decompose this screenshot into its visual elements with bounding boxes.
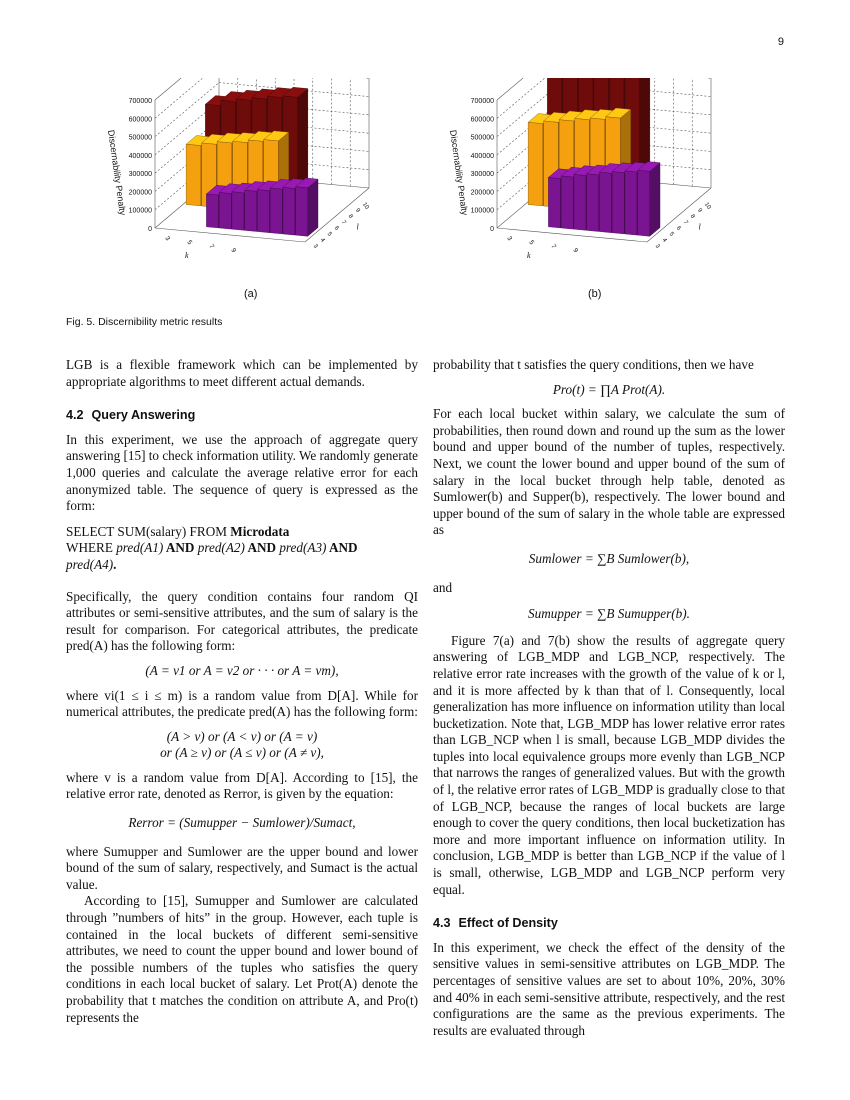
z-tick-label: 6 [332, 225, 340, 232]
sql-predicate: pred(A3) [279, 540, 327, 556]
bar [528, 122, 543, 206]
bar [599, 172, 611, 233]
bar-series-front [206, 178, 318, 236]
z-tick-label: 9 [695, 207, 703, 214]
paragraph: Figure 7(a) and 7(b) show the results of aggregate query answering of LGB_MDP and LGB_NCP, respectively. The relative error rate increases with the growth of the value of k or l, and it is more affected by k than that of l. Consequently, local generalization has more influence on information utility than local bucketization. Note that, LGB_MDP has lower relative error rates than LGB_NCP when l is small, because LGB_MDP divides the tuples into local equivalence groups more evenly than LGB_NCP that narrows the ranges of generalized values. But with the growth of l, the relative error rates of LGB_MDP is gradually close to that of LGB_NCP, because the ranges of local buckets are large enough to cover the query conditions, then local bucketization has more and more important influence on information utility. In conclusion, LGB_MDP is better than LGB_NCP if the value of l is small, otherwise, LGB_MDP and LGB_NCP perform very equal. [433, 632, 785, 897]
z-tick-label: 7 [339, 219, 347, 226]
left-column [66, 357, 418, 1026]
paragraph: where v is a random value from D[A]. According to [15], the relative error rate, denoted as Rerror, is given by the equation: [66, 769, 418, 802]
intro-paragraph: LGB is a flexible framework which can be implemented by appropriate algorithms to meet different actual demands. [66, 357, 418, 389]
x-tick-label: 9 [571, 247, 580, 255]
sql-and: AND [163, 540, 198, 556]
y-tick-label: 200000 [470, 189, 494, 197]
bar [206, 194, 218, 228]
z-tick-label: 8 [346, 213, 354, 220]
sql-predicate: pred(A4) [66, 556, 114, 572]
y-axis-label: Discernability Penalty [448, 129, 470, 216]
section-number: 4.3 [433, 916, 451, 931]
equation: Pro(t) = ∏A Prot(A). [552, 381, 666, 397]
x-tick-label: 7 [207, 243, 216, 251]
bar-side [308, 179, 318, 236]
y-tick-label: 600000 [470, 116, 494, 124]
equation: Sumupper = ∑B Sumupper(b). [528, 606, 690, 622]
z-tick-label: 10 [702, 201, 712, 211]
x-axis-label: k [527, 251, 531, 260]
sql-end: . [113, 556, 117, 572]
bar [219, 192, 231, 229]
chart-a [100, 78, 400, 288]
bar [561, 176, 573, 229]
section-heading-4-3 [433, 915, 785, 932]
z-tick-label: 5 [667, 231, 675, 238]
bar [232, 192, 244, 231]
y-tick-label: 200000 [128, 189, 152, 197]
x-tick-label: 7 [549, 243, 558, 251]
y-tick-label: 400000 [470, 152, 494, 160]
z-tick-label: 8 [688, 213, 696, 220]
y-tick-label: 300000 [470, 171, 494, 179]
bar [270, 188, 282, 234]
x-tick-label: 5 [185, 239, 194, 247]
subfigure-label-a: (a) [244, 288, 258, 300]
paragraph: where vi(1 ≤ i ≤ m) is a random value from D[A]. While for numerical attributes, the predicate pred(A) has the following form: [66, 687, 418, 720]
equation: Rerror = (Sumupper − Sumlower)/Sumact, [128, 815, 356, 831]
y-tick-label: 300000 [128, 171, 152, 179]
paragraph: Specifically, the query condition contains four random QI attributes or semi-sensitive attributes, and the sum of salary is the result for comparison. For categorical attributes, the predicate pred(A) has the following form: [66, 588, 418, 654]
y-tick-label: 700000 [470, 98, 494, 105]
sql-query [66, 524, 418, 574]
bar-series-front [548, 162, 660, 237]
y-tick-label: 100000 [128, 207, 152, 215]
section-number: 4.2 [66, 408, 84, 423]
bar [587, 174, 599, 232]
sql-and: AND [244, 540, 280, 556]
sql-table: Microdata [230, 523, 290, 539]
x-tick-label: 3 [505, 235, 514, 243]
section-title: Effect of Density [458, 916, 558, 931]
equation: or (A ≥ v) or (A ≤ v) or (A ≠ v), [160, 745, 324, 761]
sql-predicate: pred(A2) [197, 540, 245, 556]
bar [186, 144, 201, 206]
paragraph: and [433, 579, 453, 595]
paragraph: According to [15], Sumupper and Sumlower are calculated through ”numbers of hits” in the group. However, each tuple is contained in the local buckets of different semi-sensitive attributes, we need to count the upper bound and lower bound of the possible numbers of the tuples who satisfies the query conditions in each local bucket of salary. Let Prot(A) denote the probability that t matches the condition on attribute A, and Pro(t) represents the [66, 893, 418, 1025]
sql-predicate: pred(A1) [116, 540, 164, 556]
x-tick-label: 3 [163, 235, 172, 243]
z-tick-label: 6 [674, 225, 682, 232]
y-tick-label: 0 [490, 226, 494, 233]
bar [296, 187, 308, 237]
paragraph: In this experiment, we check the effect of the density of the sensitive values in semi-sensitive attributes on LGB_MDP. The percentages of sensitive values are set to about 10%, 20%, 30% and 40% in each semi-sensitive attribute, respectively, and the rest configurations are the same as the previous experiments. The results are evaluated through [433, 939, 785, 1038]
paragraph: probability that t satisfies the query conditions, then we have [433, 357, 754, 372]
chart-b [442, 78, 742, 288]
z-axis-label: l [356, 222, 359, 232]
paragraph: In this experiment, we use the approach of aggregate query answering [15] to check information utility. We randomly generate 1,000 queries and calculate the average relative error for each anonymized table. The sequence of query is expressed as the form: [66, 431, 418, 514]
section-title: Query Answering [91, 408, 196, 423]
equation: (A = v1 or A = v2 or · · · or A = vm), [145, 662, 339, 678]
subfigure-label-b: (b) [588, 288, 602, 300]
paragraph: where Sumupper and Sumlower are the upper bound and lower bound of the sum of salary, respectively, and Sumact is the actual value. [66, 843, 418, 892]
bar [548, 177, 560, 228]
z-tick-label: 9 [353, 207, 361, 214]
bar-side [650, 163, 660, 237]
y-tick-label: 600000 [128, 116, 152, 124]
z-tick-label: 3 [653, 243, 661, 250]
z-tick-label: 4 [660, 237, 668, 244]
bar [574, 174, 586, 230]
y-tick-label: 700000 [128, 98, 152, 105]
y-tick-label: 500000 [470, 134, 494, 142]
z-axis-label: l [698, 222, 701, 232]
bar [625, 171, 637, 235]
section-heading-4-2 [66, 407, 418, 424]
z-tick-label: 5 [325, 231, 333, 238]
y-axis-label: Discernability Penalty [106, 129, 128, 216]
sql-text: SELECT SUM(salary) FROM [66, 523, 231, 539]
x-tick-label: 5 [527, 239, 536, 247]
x-tick-label: 9 [229, 247, 238, 255]
z-tick-label: 7 [681, 219, 689, 226]
bar [612, 171, 624, 233]
sql-and: AND [326, 540, 358, 556]
equation: Sumlower = ∑B Sumlower(b), [528, 550, 690, 566]
bar [257, 190, 269, 233]
z-tick-label: 3 [311, 243, 319, 250]
sql-text: WHERE [66, 540, 117, 556]
figure-caption: Fig. 5. Discernibility metric results [66, 316, 223, 328]
y-tick-label: 400000 [128, 152, 152, 160]
x-axis-label: k [185, 251, 189, 260]
right-column [433, 357, 785, 1039]
paragraph: For each local bucket within salary, we calculate the sum of probabilities, then round down and round up the sum as the lower bound and upper bound of the number of tuples, respectively. Next, we count the lower bound and upper bound of the sum of salary in the local bucket through help table, denoted as Sumlower(b) and Supper(b), respectively. The lower bound and upper bound of the sum of salary in the whole table are expressed as [433, 406, 785, 538]
z-tick-label: 4 [318, 237, 326, 244]
page-number: 9 [777, 36, 784, 48]
y-tick-label: 100000 [470, 207, 494, 215]
y-tick-label: 0 [148, 226, 152, 233]
z-tick-label: 10 [360, 201, 370, 211]
bar [245, 190, 257, 231]
bar [283, 187, 295, 235]
y-tick-label: 500000 [128, 134, 152, 142]
bar [638, 170, 650, 236]
equation: (A > v) or (A < v) or (A = v) [166, 728, 318, 744]
